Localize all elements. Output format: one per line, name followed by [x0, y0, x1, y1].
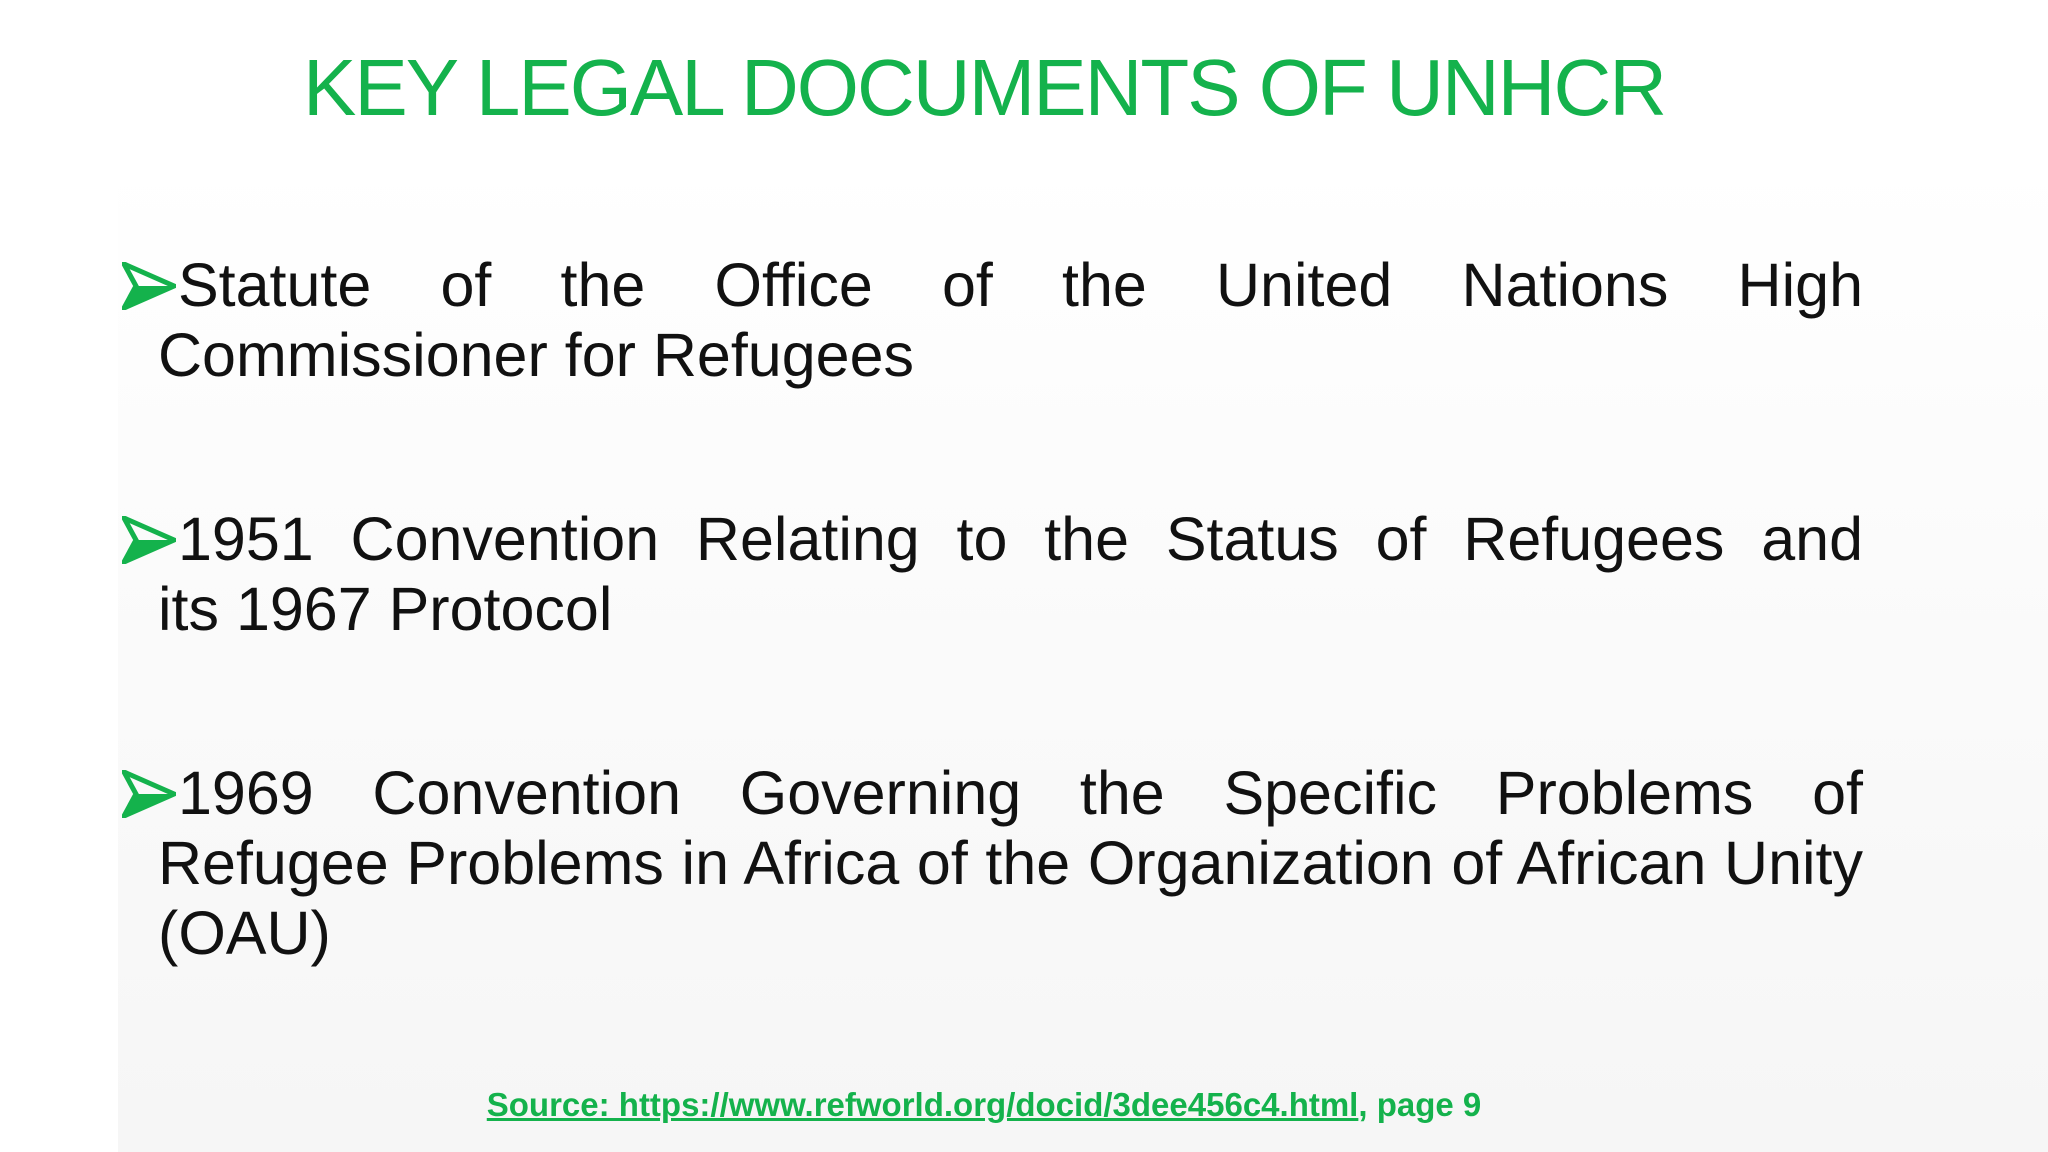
- bullet-rest-lines: Refugee Problems in Africa of the Organization of African Unity (OAU): [158, 829, 1863, 967]
- bullet-lead-line: 1969 Convention Governing the Specific Problems of: [178, 759, 1863, 827]
- arrow-right-icon: [122, 770, 176, 818]
- bullet-rest-lines: Commissioner for Refugees: [158, 321, 915, 389]
- bullet-list: [158, 250, 1863, 968]
- source-link[interactable]: Source: https://www.refworld.org/docid/3dee456c4.html: [486, 1086, 1359, 1123]
- arrow-right-icon: [122, 516, 176, 564]
- bullet-item-1969-convention: [158, 758, 1863, 968]
- bullet-rest-lines: its 1967 Protocol: [158, 575, 613, 643]
- bullet-lead-line: Statute of the Office of the United Nations High: [178, 251, 1863, 319]
- bullet-item-statute: [158, 250, 1863, 390]
- bullet-item-1951-convention: [158, 504, 1863, 644]
- bullet-lead-line: 1951 Convention Relating to the Status of Refugees and: [178, 505, 1863, 573]
- arrow-right-icon: [122, 262, 176, 310]
- slide-title: KEY LEGAL DOCUMENTS OF UNHCR: [302, 43, 1665, 132]
- source-citation: [0, 1086, 1968, 1124]
- source-page-suffix: , page 9: [1358, 1086, 1482, 1123]
